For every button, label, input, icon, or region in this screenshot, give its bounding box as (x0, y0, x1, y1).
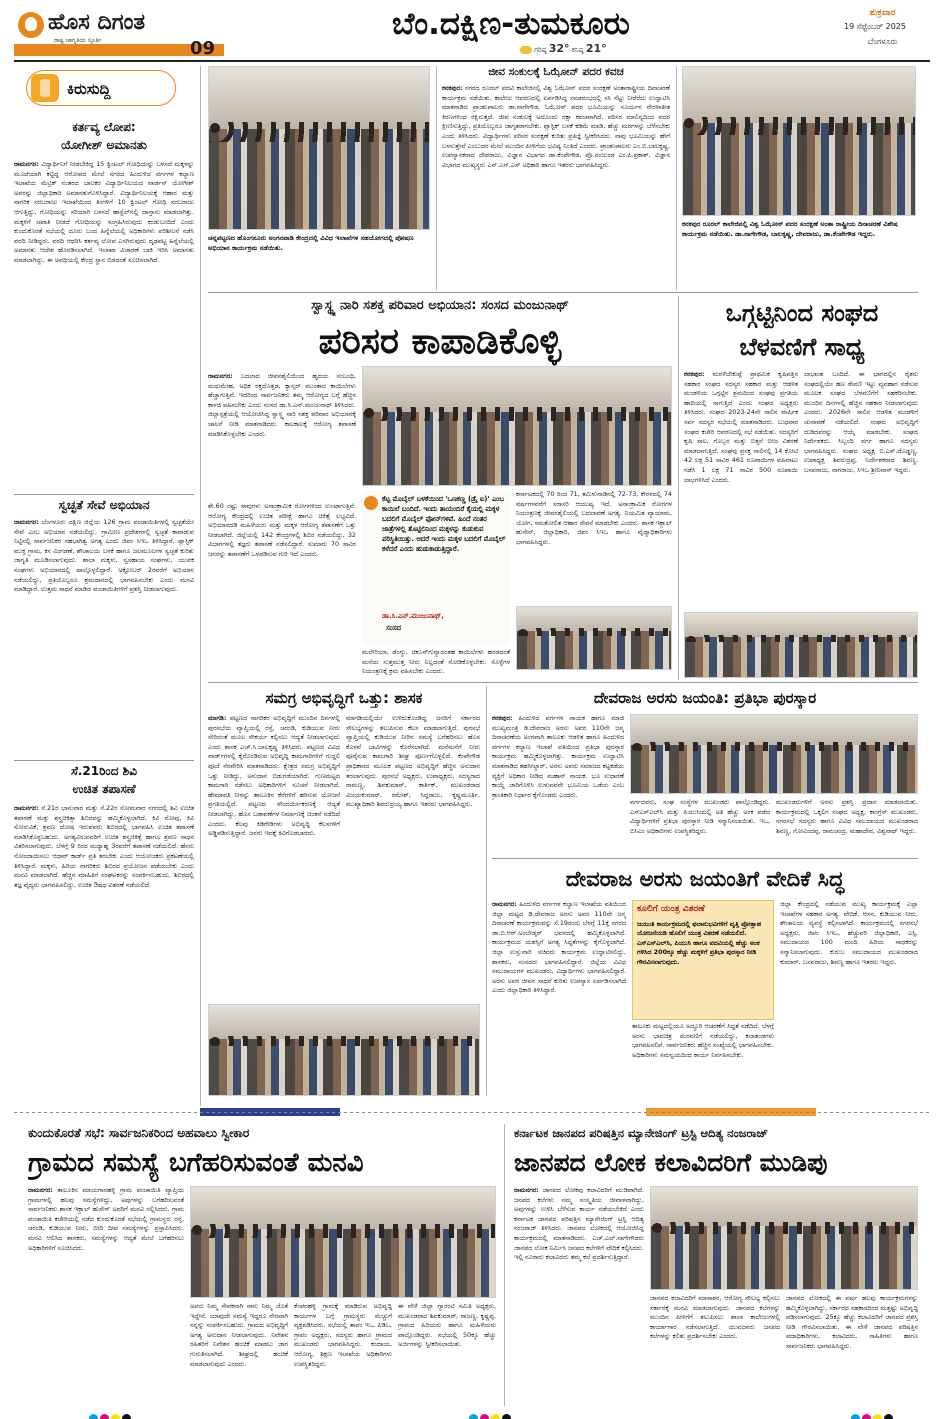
samagra-body1: ಪಟ್ಟಣದ ನಾಗರಿಕರ ಅಭಿವೃದ್ಧಿಗೆ ಮುಂದಿನ ದಿನಗಳಲ್ಲಿ ಪುರಸಭೆಯ ವ್ಯಾಪ್ತಿಯಲ್ಲಿ ರಸ್ತೆ, ಚರಂಡಿ, ಕುಡಿಯುವ ನೀರು ಸೇರಿದಂತೆ ಮೂಲ ಸೌಕರ್ಯ ಕಲ್ಪಿಸಲು ಆದ್ಯತೆ ನೀಡಲಾಗುವುದು ಎಂದು ಶಾಸಕ ಎಚ್.ಸಿ.ಬಾಲಕೃಷ್ಣ ತಿಳಿಸಿದರು. ಪಟ್ಟಣದ ವಿವಿಧ ವಾರ್ಡ್‌ಗಳಲ್ಲಿ ಕೈಗೊಂಡಿರುವ ಅಭಿವೃದ್ಧಿ ಕಾಮಗಾರಿಗಳಿಗೆ ಗುದ್ದಲಿ ಪೂಜೆ ನೆರವೇರಿಸಿ ಮಾತನಾಡಿದರು. ಕ್ಷೇತ್ರದ ಸಮಗ್ರ ಅಭಿವೃದ್ಧಿಗೆ ಒತ್ತು ನೀಡಿದ್ದು, ಅನುದಾನ ಬಿಡುಗಡೆಯಾಗಿದೆ. ಗುಣಮಟ್ಟದ ಕಾಮಗಾರಿ ನಡೆಸಲು ಅಧಿಕಾರಿಗಳಿಗೆ ಸೂಚನೆ ನೀಡಲಾಗಿದೆ. ಹೇಮಾವತಿ ನೀರನ್ನು ತಾಲೂಕಿನ ಕೆರೆಗಳಿಗೆ ಹರಿಸುವ ಯೋಜನೆ ಪ್ರಗತಿಯಲ್ಲಿದೆ. ಪಟ್ಟಣದ ಸೌಂದರ್ಯೀಕರಣಕ್ಕೆ ಆದ್ಯತೆ ನೀಡಲಾಗಿದ್ದು, ಹೊಸ ಬಡಾವಣೆಗಳ ನಿರ್ಮಾಣಕ್ಕೆ ಚಿಂತನೆ ನಡೆದಿದೆ ಎಂದರು. ಕೆಲವು ಕಿಡಿಗೇಡಿಗಳು ಅಭಿವೃದ್ಧಿ ಕೆಲಸಗಳಿಗೆ ಅಡ್ಡಿಪಡಿಸುತ್ತಿದ್ದಾರೆ. ಜನರು ಇದಕ್ಕೆ ಕಿವಿಗೊಡಬಾರದು. (208, 714, 340, 838)
stage-dateline: ರಾಮನಗರ: (492, 900, 517, 908)
lead-dateline: ರಾಮನಗರ: (208, 372, 233, 380)
stage-body-col1 (492, 900, 626, 1096)
samagra-dateline: ಮಾಗಡಿ: (208, 714, 227, 722)
stage-body1: ಹಿಂದುಳಿದ ವರ್ಗಗಳ ಕಲ್ಯಾಣ ಇಲಾಖೆಯ ವತಿಯಿಂದ ಜಿಲ್ಲಾ ಮಟ್ಟದ ಡಿ.ದೇವರಾಜ ಅರಸು ಅವರ 110ನೇ ಜನ್ಮ ದಿನಾಚರಣೆ ಕಾರ್ಯಕ್ರಮವನ್ನು ಸೆ.19ರಂದು ಬೆಳಗ್ಗೆ 11ಕ್ಕೆ ನಗರದ ಡಾ.ಬಿ.ಆರ್.ಅಂಬೇಡ್ಕರ್ ಭವನದಲ್ಲಿ ಹಮ್ಮಿಕೊಳ್ಳಲಾಗಿದೆ. ಕಾರ್ಯಕ್ರಮದ ಯಶಸ್ಸಿಗೆ ಅಗತ್ಯ ಸಿದ್ಧತೆಗಳನ್ನು ಕೈಗೊಳ್ಳಲಾಗಿದೆ. ಜಿಲ್ಲಾ ಉಸ್ತುವಾರಿ ಸಚಿವರು ಕಾರ್ಯಕ್ರಮ ಉದ್ಘಾಟಿಸಲಿದ್ದು, ಶಾಸಕರು, ಸಂಸದರು ಭಾಗವಹಿಸಲಿದ್ದಾರೆ. ಜಿಲ್ಲೆಯ ವಿವಿಧ ಸಮುದಾಯಗಳ ಮುಖಂಡರು, ವಿದ್ಯಾರ್ಥಿಗಳು ಭಾಗವಹಿಸಲಿದ್ದಾರೆ. ಅರಸು ಅವರ ಜೀವನ ಸಾಧನೆ ಕುರಿತು ಉಪನ್ಯಾಸ ಏರ್ಪಡಿಸಲಾಗಿದೆ ಎಂದು ಜಿಲ್ಲಾಧಿಕಾರಿ ತಿಳಿಸಿದ್ದಾರೆ. (492, 900, 626, 995)
story3-title-line2: ಉಚಿತ ತಪಾಸಣೆ (72, 782, 136, 796)
janapada-body1: ಜಾನಪದ ಲೋಕವು ಕಲಾವಿದರಿಗೆ ಮುಡಿಪಾಗಿದೆ. ಜನಪದ ಕಲೆಗಳು ನಮ್ಮ ಸಂಸ್ಕೃತಿಯ ಜೀವಾಳವಾಗಿದ್ದು, ಅವುಗಳನ್ನು ಉಳಿಸಿ ಬೆಳೆಸುವ ಕಾರ್ಯ ನಡೆಯಬೇಕಿದೆ ಎಂದು ಕರ್ನಾಟಕ ಜಾನಪದ ಪರಿಷತ್ತಿನ ಮ್ಯಾನೇಜಿಂಗ್ ಟ್ರಸ್ಟಿ ಆದಿತ್ಯ ನಂಜರಾಜ್ ತಿಳಿಸಿದರು. ಜಾನಪದ ಲೋಕದಲ್ಲಿ ಆಯೋಜಿಸಿದ್ದ ಕಾರ್ಯಕ್ರಮದಲ್ಲಿ ಮಾತನಾಡಿದರು. ಎಚ್.ಎಲ್.ನಾಗೇಗೌಡರು ಜಾನಪದ ಲೋಕ ನಿರ್ಮಿಸಿ ಜನಪದ ಕಲೆಗಳಿಗೆ ವೇದಿಕೆ ಕಲ್ಪಿಸಿದರು. ಇಲ್ಲಿ ನೂರಾರು ಕಲಾವಿದರು ತಮ್ಮ ಕಲೆ ಪ್ರದರ್ಶಿಸುತ್ತಿದ್ದಾರೆ. (514, 1186, 644, 1262)
sangha-body1: ಮರಳೆಬೇಕುಪ್ಪೆ ಪ್ರಾಥಮಿಕ ಕೃಷಿಪತ್ತಿನ ಸಹಕಾರ ಸಂಘದ ಸದಸ್ಯರ ಸಹಕಾರ ಮತ್ತು ಆಡಳಿತ ಮಂಡಳಿಯ ಒಗ್ಗಟ್ಟಿನ ಶ್ರಮದಿಂದ ಸಂಘವು ಪ್ರಗತಿಯ ಹಾದಿಯಲ್ಲಿ ಸಾಗುತ್ತಿದೆ ಎಂದು ಸಂಘದ ಅಧ್ಯಕ್ಷರು ತಿಳಿಸಿದರು. ಸಂಘದ 2023-24ನೇ ಸಾಲಿನ ವಾರ್ಷಿಕ ಸರ್ವ ಸದಸ್ಯರ ಸಭೆಯಲ್ಲಿ ಮಾತನಾಡಿದರು. ಬುಧವಾರ ಸಂಘದ ಕಚೇರಿ ಆವರಣದಲ್ಲಿ ಸಭೆ ನಡೆಯಿತು. ಸದಸ್ಯರಿಗೆ ಕೃಷಿ ಸಾಲ, ಗೊಬ್ಬರ ಮತ್ತು ಬಿತ್ತನೆ ಬೀಜ ವಿತರಣೆ ಮಾಡಲಾಗುತ್ತಿದೆ. ಸಂಘವು ಪ್ರಸಕ್ತ ಸಾಲಿನಲ್ಲಿ 14 ಕೋಟಿ 42 ಲಕ್ಷ 51 ಸಾವಿರ 461 ರೂಪಾಯಿಗಳ ವಹಿವಾಟು ನಡೆಸಿ 1 ಲಕ್ಷ 71 ಸಾವಿರ 500 ರೂಪಾಯಿ ಲಾಭಗಳಿಸಿದೆ ಎಂದರು. (684, 370, 798, 484)
janapada-headline: ಜಾನಪದ ಲೋಕ ಕಲಾವಿದರಿಗೆ ಮುಡಿಪು (514, 1148, 828, 1177)
hand-icon (31, 74, 59, 102)
stage-box-title: ಕೂಲಿಗೆ ಯಂತ್ರ ವಿತರಣೆ (637, 904, 705, 914)
kundu-body-col4 (398, 1302, 496, 1404)
top-divider-2 (676, 66, 677, 290)
lead-divider (678, 296, 679, 680)
weather-strip (520, 42, 660, 56)
top-row-rule (208, 292, 918, 293)
lead-body-col4 (516, 490, 672, 604)
award-body-col1 (492, 714, 624, 856)
kundu-kicker: ಕುಂದುಕೊರತೆ ಸಭೆ: ಸಾರ್ವಜನಿಕರಿಂದ ಅಹವಾಲು ಸ್ವೀಕಾರ (28, 1126, 250, 1140)
lead-body1: ಬದಲಾದ ಜೀವನಶೈಲಿಯಿಂದ ಹೃದಯ ಸಂಬಂಧಿ, ಮಧುಮೇಹ, ಅಧಿಕ ರಕ್ತದೊತ್ತಡ, ಕ್ಯಾನ್ಸರ್ ಮುಂತಾದ ಕಾಯಿಲೆಗಳು ಹೆಚ್ಚಾಗುತ್ತಿವೆ. ಇದರಿಂದ ಸಾರ್ವಜನಿಕರು ತಮ್ಮ ಆರೋಗ್ಯದ ಬಗ್ಗೆ ಹೆಚ್ಚಿನ ಕಾಳಜಿ ವಹಿಸಬೇಕು ಎಂದು ಸಂಸದ ಡಾ.ಸಿ.ಎನ್.ಮಂಜುನಾಥ್ ತಿಳಿಸಿದರು. ಜಿಲ್ಲಾಸ್ಪತ್ರೆಯಲ್ಲಿ ಆಯೋಜಿಸಿದ್ದ ಸ್ವಾಸ್ಥ್ಯ ನಾರಿ ಸಶಕ್ತ ಪರಿವಾರ ಅಭಿಯಾನಕ್ಕೆ ಚಾಲನೆ ನೀಡಿ ಮಾತನಾಡಿದರು. ಕಾಲಕಾಲಕ್ಕೆ ಆರೋಗ್ಯ ತಪಾಸಣೆ ಮಾಡಿಸಿಕೊಳ್ಳಬೇಕು ಎಂದರು. (208, 372, 356, 438)
issue-date: 19 ಸೆಪ್ಟೆಂಬರ್ 2025 (843, 22, 906, 31)
ozone-caption: ಕನಕಪುರ ರೂರಲ್ ಕಾಲೇಜಿನಲ್ಲಿ ವಿಶ್ವ ಓಝೋನ್ ಪದರ ಸಂರಕ್ಷಣೆ ಅಂತಾ ರಾಷ್ಟ್ರೀಯ ದಿನಾಚರಣೆ ವಿಶೇಷ ಕಾರ್ಯಕ್ರಮ ನಡೆಯಿತು. ಡಾ.ನಾಗೇಗೌಡ, ಬಾಲಕೃಷ್ಣ, ದೇವರಾಜು, ಡಾ.ಕೆಂಪೇಗೌಡ ಇದ್ದರು. (682, 220, 898, 238)
sangha-headline-2: ಬೆಳವಣಿಗೆ ಸಾಧ್ಯ (739, 333, 865, 361)
sangha-photo (684, 612, 918, 678)
samagra-photo (208, 1004, 480, 1096)
story3-dateline: ರಾಮನಗರ: (14, 804, 39, 812)
story1-text: ವಿದ್ಯಾರ್ಥಿನಿಗೆ ನೀಡಬೇಕಿದ್ದ 15 ಕ್ವಿಂಟಲ್ ಗೋಧಿಯನ್ನು ಬಳಸದೆ ಮಕ್ಕಳನ್ನು ಮೂಟೆಯಾಗಿ ಕಟ್ಟಿದ್ದ ಆರೋಪದ ಮೇಲೆ ನಗರದ ಹಿಂದುಳಿದ ವರ್ಗಗಳ ಕಲ್ಯಾಣ ಇಲಾಖೆಯ ಮೆಟ್ರಿಕ್ ನಂತರದ ಬಾಲಕರ ವಿದ್ಯಾರ್ಥಿನಿಲಯದ ವಾರ್ಡನ್ ಯೋಗೀಶ್ ಅವರನ್ನು ಜಿಲ್ಲಾಧಿಕಾರಿ ಅಮಾನತುಗೊಳಿಸಿದ್ದಾರೆ. ವಿದ್ಯಾರ್ಥಿನಿಲಯಕ್ಕೆ ಆಹಾರ ಮತ್ತು ನಾಗರಿಕ ಸರಬರಾಜು ಇಲಾಖೆಯಿಂದ ತಿಂಗಳಿಗೆ 10 ಕ್ವಿಂಟಲ್ ಗೋಧಿ ಸರಬರಾಜು ಆಗುತ್ತಿದ್ದು, ಗೋಧಿಯನ್ನು ಸರಿಯಾಗಿ ಬಳಸದೆ ಹಾಸ್ಟೆಲ್‌ನಲ್ಲಿ ದಾಸ್ತಾನು ಮಾಡಲಾಗಿತ್ತು. ಮಕ್ಕಳಿಗೆ ಚಪಾತಿ ನೀಡದೆ ಗೋಧಿಯನ್ನು ಸಂಗ್ರಹಿಸಿರುವುದು ಕಂಡುಬಂದಿದೆ ಎಂದು ಕುಂದುಕೊರತೆ ಸಭೆಯಲ್ಲಿ ದೂರು ಬಂದ ಹಿನ್ನೆಲೆಯಲ್ಲಿ ಅಧಿಕಾರಿಗಳು ಪರಿಶೀಲನೆ ನಡೆಸಿ ವರದಿ ನೀಡಿದ್ದರು. ವರದಿ ಆಧರಿಸಿ ಕರ್ತವ್ಯ ಲೋಪ ಎಸಗಿರುವುದು ದೃಢಪಟ್ಟ ಹಿನ್ನೆಲೆಯಲ್ಲಿ ಅಮಾನತು ಆದೇಶ ಹೊರಡಿಸಲಾಗಿದೆ. ಇಲಾಖಾ ವಿಚಾರಣೆ ಬಾಕಿ ಇರಿಸಿ ಅಮಾನತು ಮಾಡಲಾಗಿದ್ದು, ಈ ಅವಧಿಯಲ್ಲಿ ಕೇಂದ್ರ ಸ್ಥಾನ ಬಿಡದಂತೆ ಸೂಚಿಸಲಾಗಿದೆ. (14, 160, 194, 264)
story3-title-line1: ಸೆ.21ರಿಂದ ಶಿವಿ (70, 764, 137, 778)
stage-body-col3 (780, 900, 918, 1096)
ozone-dateline: ಕನಕಪುರ: (442, 84, 463, 92)
bottom-dotted-rule (14, 1112, 930, 1113)
issue-city: ಬೆಂಗಳೂರು (867, 37, 898, 46)
janapada-dateline: ರಾಮನಗರ: (514, 1186, 539, 1194)
registration-marks-right (850, 1408, 910, 1419)
janapada-kicker: ಕರ್ನಾಟಕ ಜಾನಪದ ಪರಿಷತ್ತಿನ ಮ್ಯಾನೇಜಿಂಗ್ ಟ್ರಸ್ಟಿ ಆದಿತ್ಯ ನಂಜರಾಜ್ (514, 1126, 768, 1140)
award-headline: ದೇವರಾಜ ಅರಸು ಜಯಂತಿ: ಪ್ರತಿಭಾ ಪುರಸ್ಕಾರ (593, 689, 817, 707)
registration-marks-center (468, 1408, 528, 1419)
award-rule (492, 858, 918, 859)
stage-body-col2 (632, 1022, 774, 1096)
anganwadi-photo (208, 66, 430, 230)
story3-text: ಸೆ.21ರ ಭಾನುವಾರ ಮತ್ತು ಸೆ.22ರ ಸೋಮವಾರ ನಗರದಲ್ಲಿ ಶಿವಿ ಉಚಿತ ತಪಾಸಣೆ ಮತ್ತು ಶಸ್ತ್ರಚಿಕಿತ್ಸಾ ಶಿಬಿರವನ್ನು ಹಮ್ಮಿಕೊಳ್ಳಲಾಗಿದೆ. ಕಿವಿ ನೋವು, ಕಿವಿ ಸೋರುವಿಕೆ, ಶ್ರವಣ ದೋಷ ಇರುವವರು ಶಿಬಿರದಲ್ಲಿ ಭಾಗವಹಿಸಿ ಉಚಿತ ತಪಾಸಣೆ ಮಾಡಿಸಿಕೊಳ್ಳಬಹುದು. ಅಗತ್ಯವಿರುವವರಿಗೆ ಉಚಿತ ಶಸ್ತ್ರಚಿಕಿತ್ಸೆ ಹಾಗೂ ಶ್ರವಣ ಸಾಧನ ವಿತರಿಸಲಾಗುವುದು. ಬೆಳಗ್ಗೆ 9 ರಿಂದ ಮಧ್ಯಾಹ್ನ 3ರವರೆಗೆ ತಪಾಸಣೆ ನಡೆಯಲಿದೆ. ಹೆಸರು ನೋಂದಾಯಿಸಲು ಆಧಾರ್ ಕಾರ್ಡ್ ಪ್ರತಿ ತರಬೇಕು ಎಂದು ಆಯೋಜಕರು ಪ್ರಕಟಣೆಯಲ್ಲಿ ತಿಳಿಸಿದ್ದಾರೆ. ಮಕ್ಕಳು, ಹಿರಿಯ ನಾಗರಿಕರು ಶಿಬಿರದ ಪ್ರಯೋಜನ ಪಡೆಯಬೇಕು ಎಂದು ಮನವಿ ಮಾಡಲಾಗಿದೆ. ಹೆಚ್ಚಿನ ಮಾಹಿತಿಗೆ ಸಂಘಟಕರನ್ನು ಸಂಪರ್ಕಿಸಬಹುದು. ಶಿಬಿರದಲ್ಲಿ ತಜ್ಞ ವೈದ್ಯರು ಭಾಗವಹಿಸಲಿದ್ದು, ಉಚಿತ ಔಷಧ ವಿತರಣೆ ನಡೆಯಲಿದೆ. (14, 804, 194, 889)
stage-highlight-box (632, 900, 774, 1020)
janapada-photo (650, 1186, 918, 1290)
kundu-body-col3 (294, 1302, 392, 1404)
stage-body2: ತಾಲೂಕು ಮಟ್ಟದಲ್ಲಿಯೂ ಅದ್ಧೂರಿ ಆಚರಣೆಗೆ ಸಿದ್ಧತೆ ನಡೆದಿದೆ. ಬೆಳಗ್ಗೆ ಅರಸು ಭಾವಚಿತ್ರ ಮೆರವಣಿಗೆ ನಡೆಯಲಿದ್ದು, ಕಲಾತಂಡಗಳು ಭಾಗವಹಿಸಲಿವೆ. ಸಾರ್ವಜನಿಕರು ಹೆಚ್ಚಿನ ಸಂಖ್ಯೆಯಲ್ಲಿ ಭಾಗವಹಿಸಬೇಕು. ಅಧಿಕಾರಿಗಳು ಸಮನ್ವಯದಿಂದ ಕಾರ್ಯ ನಿರ್ವಹಿಸಬೇಕು. (632, 1022, 774, 1059)
kirusuddi-label: ಕಿರುಸುದ್ದಿ (67, 80, 111, 98)
samagra-headline: ಸಮಗ್ರ ಅಭಿವೃದ್ಧಿಗೆ ಒತ್ತು: ಶಾಸಕ (265, 689, 423, 707)
lead-photo-2 (516, 606, 672, 670)
story2-dateline: ರಾಮನಗರ: (14, 518, 39, 526)
award-body2: ವರ್ಗದವರು, ಸಂಘ ಸಂಸ್ಥೆಗಳ ಮುಖಂಡರು ಪಾಲ್ಗೊಂಡಿದ್ದರು. ಎಸ್‌ಎಸ್‌ಎಲ್‌ಸಿ ಮತ್ತು ಪಿಯುಸಿಯಲ್ಲಿ ಅತಿ ಹೆಚ್ಚು ಅಂಕ ಪಡೆದ ವಿದ್ಯಾರ್ಥಿಗಳಿಗೆ ಪ್ರತಿಭಾ ಪುರಸ್ಕಾರ ನೀಡಿ ಸನ್ಮಾನಿಸಲಾಯಿತು. ಇಒ, ಬಿಸಿಎಂ ಅಧಿಕಾರಿಗಳು ಉಪಸ್ಥಿತರಿದ್ದರು. (630, 798, 770, 835)
lead-body-col2 (208, 502, 356, 662)
lead-photo (362, 366, 672, 486)
stage-body3: ಜಿಲ್ಲಾ ಕೇಂದ್ರದಲ್ಲಿ ನಡೆಯುವ ಮುಖ್ಯ ಕಾರ್ಯಕ್ರಮಕ್ಕೆ ಎಲ್ಲಾ ಇಲಾಖೆಗಳ ಸಹಕಾರ ಅಗತ್ಯ. ವೇದಿಕೆ, ಆಸನ, ಕುಡಿಯುವ ನೀರು, ಶೌಚಾಲಯ ವ್ಯವಸ್ಥೆ ಕಲ್ಪಿಸಲಾಗಿದೆ. ಕಾರ್ಯಕ್ರಮದಲ್ಲಿ ನಗರಸಭೆ ಅಧ್ಯಕ್ಷರು, ಜಿಪಂ ಸಿಇಒ, ಹೆಚ್ಚುವರಿ ಜಿಲ್ಲಾಧಿಕಾರಿ, ಎಸ್ಪಿ, ಸಮುದಾಯದ 100 ಮಂದಿ ಹಿರಿಯ ಸಾಧಕರನ್ನು ಸನ್ಮಾನಿಸಲಾಗುವುದು. ಕುರುಬ ಸಮುದಾಯದ ಮುಖಂಡರಾದ ಕುಮಾರ್, ಬಸವರಾಜು, ಶಿವಣ್ಣ ಹಾಗೂ ಇತರರು ಇದ್ದರು. (780, 900, 918, 966)
quote-author: ಡಾ.ಸಿ.ಎನ್.ಮಂಜುನಾಥ್, (382, 612, 444, 620)
samagra-body-col1 (208, 714, 340, 1002)
kundu-body-col2 (190, 1302, 288, 1404)
story1-title-line2: ಯೋಗೀಶ್ ಅಮಾನತು (61, 138, 147, 152)
sangha-headline-1: ಒಗ್ಗಟ್ಟಿನಿಂದ ಸಂಘದ (725, 299, 879, 327)
story2-body (14, 518, 194, 758)
lead-kicker: ಸ್ವಾಸ್ಥ್ಯ ನಾರಿ ಸಶಕ್ತ ಪರಿವಾರ ಅಭಿಯಾನ: ಸಂಸದ ಮಂಜುನಾಥ್ (311, 298, 569, 313)
stage-headline: ದೇವರಾಜ ಅರಸು ಜಯಂತಿಗೆ ವೇದಿಕೆ ಸಿದ್ಧ (565, 867, 845, 891)
sangha-dateline: ಕನಕಪುರ: (684, 370, 705, 378)
ozone-text: ನಗರದ ರೂರಲ್ ಪದವಿ ಕಾಲೇಜಿನಲ್ಲಿ ವಿಶ್ವ ಓಝೋನ್ ಪದರ ಸಂರಕ್ಷಣೆ ಅಂತಾರಾಷ್ಟ್ರೀಯ ದಿನಾಚರಣೆ ಕಾರ್ಯಕ್ರಮ ನಡೆಯಿತು. ಕಾಲೇಜು ಆವರಣದಲ್ಲಿ ಏರ್ಪಡಿಸಿದ್ದ ಸಮಾರಂಭದಲ್ಲಿ ಸಸಿ ನೆಟ್ಟು ನೀರೆರೆದು ಉದ್ಘಾಟಿಸಿ ಮಾತನಾಡಿದ ಪ್ರಾಂಶುಪಾಲರು ಡಾ.ನಾಗೇಗೌಡ, ಓಝೋನ್ ಪದರ ಭೂಮಿಯನ್ನು ಸೂರ್ಯನ ನೇರಳಾತೀತ ಕಿರಣಗಳಿಂದ ರಕ್ಷಿಸುತ್ತದೆ. ಜೀವ ಸಂಕುಲಕ್ಕೆ ಅದೊಂದು ರಕ್ಷಾ ಕವಚವಾಗಿದೆ. ಪರಿಸರ ಮಾಲಿನ್ಯದಿಂದ ಪದರ ಕ್ಷೀಣಿಸುತ್ತಿದ್ದು, ಪ್ರತಿಯೊಬ್ಬರೂ ಜಾಗೃತರಾಗಬೇಕು. ಪ್ಲಾಸ್ಟಿಕ್ ಬಳಕೆ ಕಡಿಮೆ ಮಾಡಿ, ಹೆಚ್ಚು ಮರಗಳನ್ನು ಬೆಳೆಸಬೇಕು ಎಂದು ತಿಳಿಸಿದರು. ವಿದ್ಯಾರ್ಥಿಗಳು ಪರಿಸರ ಸಂರಕ್ಷಣೆ ಕುರಿತು ಪ್ರತಿಜ್ಞೆ ಸ್ವೀಕರಿಸಿದರು. ನಾವು ಭೂಮಿಯನ್ನು ಹೇಗೆ ಬಳಸುತ್ತೇವೆ ಎಂಬುದರ ಮೇಲೆ ಮುಂದಿನ ಪೀಳಿಗೆಯ ಭವಿಷ್ಯ ನಿಂತಿದೆ ಎಂದರು. ಪ್ರಾಂಶುಪಾಲರು ಎಂ.ಬಿ.ಬಾಲಕೃಷ್ಣ, ಉಪನ್ಯಾಸಕರಾದ ದೇವರಾಜು, ವಿಜ್ಞಾನ ವಿಭಾಗದ ಡಾ.ಕೆಂಪೇಗೌಡ, ಪ್ರೊ.ನಂಜುಂಡ ಎಂ.ಪಿ.ಪ್ರಕಾಶ್, ವಿಜ್ಞಾನ ವಿಭಾಗದ ಮುಖ್ಯಸ್ಥರು ಎನ್.ಎಸ್.ಎಸ್ ಅಧಿಕಾರಿ ಹಾಗೂ ಇತರರು ಭಾಗವಹಿಸಿದ್ದರು. (442, 84, 670, 169)
award-body-col3 (776, 798, 918, 856)
kundu-dateline: ರಾಮನಗರ: (28, 1186, 53, 1194)
kundu-body4: ಈ ವೇಳೆ ಜಿಲ್ಲಾ ಗ್ಯಾರಂಟಿ ಸಮಿತಿ ಅಧ್ಯಕ್ಷರು, ಮುಖಂಡರಾದ ಶಿವಕುಮಾರ್, ರಾಜಣ್ಣ, ಕೃಷ್ಣಪ್ಪ, ಗ್ರಾಮದ ಹಿರಿಯರು ಹಾಗೂ ಮಹಿಳೆಯರು ಪಾಲ್ಗೊಂಡಿದ್ದರು. ಸಭೆಯಲ್ಲಿ 50ಕ್ಕೂ ಹೆಚ್ಚು ಅರ್ಜಿಗಳನ್ನು ಸ್ವೀಕರಿಸಲಾಯಿತು. (398, 1302, 496, 1349)
lead-body5: ಮಲೇರಿಯಾ, ಡೆಂಗ್ಯು, ಚಿಕೂನ್‌ಗುನ್ಯಾದಂತಹ ಕಾಯಿಲೆಗಳು ಹರಡದಂತೆ ಮನೆಯ ಸುತ್ತಮುತ್ತ ನೀರು ನಿಲ್ಲದಂತೆ ನೋಡಿಕೊಳ್ಳಬೇಕು. ಸೊಳ್ಳೆಗಳ ನಿಯಂತ್ರಣಕ್ಕೆ ಕ್ರಮ ವಹಿಸಬೇಕು ಎಂದರು. (362, 648, 510, 676)
stage-box-text: ಜಯಂತಿ ಕಾರ್ಯಕ್ರಮದಲ್ಲಿ ಫಲಾನುಭವಿಗಳಿಗೆ ವೃತ್ತಿ ಪ್ರೋತ್ಸಾಹ ಯೋಜನೆಯಡಿ ಹೊಲಿಗೆ ಯಂತ್ರ ವಿತರಣೆ ನಡೆಯಲಿದೆ. ಎಸ್‌ಎಸ್‌ಎಲ್‌ಸಿ, ಪಿಯುಸಿ ಹಾಗೂ ಪದವಿಯಲ್ಲಿ ಹೆಚ್ಚು ಅಂಕ ಗಳಿಸಿದ 200ಕ್ಕೂ ಹೆಚ್ಚು ಮಕ್ಕಳಿಗೆ ಪ್ರತಿಭಾ ಪುರಸ್ಕಾರ ನೀಡಿ ಗೌರವಿಸಲಾಗುವುದು. (637, 920, 762, 966)
sangha-body2: ಲಾಭಾಂಶ ಬಂದಿದೆ. ಈ ಭಾಗದಲ್ಲಿನ ರೈತರು ಸಂಘದಲ್ಲಿಯೇ ಹಣ ಠೇವಣಿ ಇಟ್ಟು ವ್ಯವಹಾರ ನಡೆಸುವ ಮೂಲಕ ಸಂಘದ ಬೆಳವಣಿಗೆಗೆ ಸಹಕರಿಸಬೇಕು. ಮುಂದಿನ ದಿನಗಳಲ್ಲಿ ಹೆಚ್ಚಿನ ಸಹಕಾರ ನೀಡಲಾಗುವುದು ಎಂದರು. 2026ನೇ ಸಾಲಿನ ಆಡಳಿತ ಮಂಡಳಿಗೆ ಚುನಾವಣೆ ನಡೆಯಲಿದೆ. ಸಂಘದ ಅಭಿವೃದ್ಧಿಗೆ ದುಡಿದವರನ್ನು ಆಯ್ಕೆ ಮಾಡಬೇಕು. ಸಂಘದ ನಿರ್ದೇಶಕರು, ಸಿಬ್ಬಂದಿ ವರ್ಗ ಹಾಗೂ ಸದಸ್ಯರು ಭಾಗವಹಿಸಿದ್ದರು. ಸಂಘದ ಅಧ್ಯಕ್ಷ ಬಿ.ಎಸ್.ದೊಡ್ಡಣ್ಣ, ಉಪಾಧ್ಯಕ್ಷ ಶಿವರುದ್ರಪ್ಪ, ನಿರ್ದೇಶಕರಾದ ಶಿವಣ್ಣ, ಬಸವರಾಜು, ನಾಗರಾಜು, ಸಿಇಒ ಶ್ರೀನಿವಾಸ್ ಇದ್ದರು. (804, 370, 918, 474)
ozone-title: ಜೀವ ಸಂಕುಲಕ್ಕೆ ಓಝೋನ್ ಪದರ ಕವಚ (488, 66, 624, 78)
samagra-body2: ಮಾಗಡಿಯಲ್ಲಿಯೇ ಉಳಿದುಕೊಂಡಿದ್ದ ಜನರಿಗೆ ಸರ್ಕಾರದ ಸೌಲಭ್ಯಗಳನ್ನು ತಲುಪಿಸುವ ಕೆಲಸ ಮಾಡಲಾಗುತ್ತಿದೆ. ಪುರಸಭೆ ವ್ಯಾಪ್ತಿಯಲ್ಲಿ ಕುಡಿಯುವ ನೀರಿನ ಸಮಸ್ಯೆ ಬಗೆಹರಿಸಲು ಹೊಸ ಕೊಳವೆ ಬಾವಿಗಳನ್ನು ಕೊರೆಸಲಾಗಿದೆ. ಮನೆಮನೆಗೆ ನೀರು ಪೂರೈಸುವ ಕಾಮಗಾರಿ ಶೀಘ್ರ ಪೂರ್ಣಗೊಳ್ಳಲಿದೆ. ಕೆಂಪೇಗೌಡ ಪ್ರಾಧಿಕಾರದ ಮೂಲಕ ಪಟ್ಟಣದ ಅಭಿವೃದ್ಧಿಗೆ ಹೆಚ್ಚಿನ ಅನುದಾನ ತರಲಾಗುವುದು. ಪುರಸಭೆ ಅಧ್ಯಕ್ಷರು, ಉಪಾಧ್ಯಕ್ಷರು, ಸದಸ್ಯರಾದ ರಾಮಣ್ಣ, ಶಿವಕುಮಾರ್, ಕಾರ್ತಿಕ್, ಮುಖಂಡರಾದ ವಿಜಯಕುಮಾರ್, ರಮೇಶ್, ಸಿದ್ದರಾಜು, ಕೃಷ್ಣಮೂರ್ತಿ, ಮುಖ್ಯಾಧಿಕಾರಿ ಶಿವರುದ್ರಯ್ಯ ಹಾಗೂ ಇತರರು ಭಾಗವಹಿಸಿದ್ದರು. (346, 714, 480, 809)
registration-marks-left (88, 1408, 148, 1419)
story1-dateline: ರಾಮನಗರ: (14, 160, 39, 168)
janapada-body2: ಜಾನಪದ ಕಲಾವಿದರಿಗೆ ಮಾಸಾಶನ, ಆರೋಗ್ಯ ಸೌಲಭ್ಯ ಕಲ್ಪಿಸಲು ಸರ್ಕಾರಕ್ಕೆ ಮನವಿ ಮಾಡಲಾಗುವುದು. ಜಾನಪದ ಕಲೆಗಳನ್ನು ಮುಂದಿನ ಪೀಳಿಗೆಗೆ ತಲುಪಿಸಲು ಶಾಲಾ ಕಾಲೇಜುಗಳಲ್ಲಿ ಕಾರ್ಯಾಗಾರ ನಡೆಸಲಾಗುತ್ತಿದೆ. ಯುವಜನರು ಜನಪದ ಕಲೆಗಳನ್ನು ಕಲಿತು ಪ್ರದರ್ಶಿಸಬೇಕು ಎಂದರು. (650, 1294, 780, 1341)
quote-box (362, 490, 510, 646)
brand-name: ಹೊಸ ದಿಗಂತ (48, 10, 146, 35)
masthead-rule (14, 60, 930, 62)
janapada-body-col1 (514, 1186, 644, 1404)
janapada-body-col3 (786, 1294, 918, 1404)
weather-max: 32° (548, 42, 570, 55)
kundu-body-col1 (28, 1186, 184, 1404)
brand-logo-icon (18, 12, 44, 38)
kundu-body2: ಅವರು ನಿಮ್ಮ ಸೇವಕನಾಗಿ ನಾನು ನಿಮ್ಮ ಜೊತೆ ಇದ್ದೇನೆ. ಯಾವುದೇ ಸಮಸ್ಯೆ ಇದ್ದರೂ ನೇರವಾಗಿ ನನ್ನನ್ನು ಸಂಪರ್ಕಿಸಬಹುದು. ಗ್ರಾಮದ ಅಭಿವೃದ್ಧಿಗೆ ಅಗತ್ಯ ಅನುದಾನ ನೀಡಲಾಗುವುದು. ನಿವೇಶನ ರಹಿತರಿಗೆ ನಿವೇಶನ ಹಂಚಿಕೆ ಮಾಡಲು ಜಾಗ ಗುರುತಿಸಲಾಗಿದೆ. ಶೀಘ್ರದಲ್ಲಿ ಹಂಚಿಕೆ ಮಾಡಲಾಗುವುದು ಎಂದರು. (190, 1302, 288, 1368)
brand-box (14, 6, 230, 56)
edition-title: ಬೆಂ.ದಕ್ಷಿಣ-ತುಮಕೂರು (392, 6, 630, 42)
ozone-body (442, 84, 670, 288)
quote-role: ಸಂಸದ (386, 624, 402, 632)
masthead (0, 0, 945, 60)
lead-body-under-photo (362, 648, 510, 678)
lead-body-col1 (208, 372, 356, 502)
janapada-body-col2 (650, 1294, 780, 1404)
weather-max-label: ಗರಿಷ್ಠ (534, 46, 547, 54)
top-divider-1 (436, 66, 437, 290)
janapada-body3: ಜಾನಪದ ಲೋಕದಲ್ಲಿ ಈ ವರ್ಷ ಹಲವು ಕಾರ್ಯಕ್ರಮಗಳನ್ನು ಹಮ್ಮಿಕೊಳ್ಳಲಾಗಿದ್ದು, ಸರ್ಕಾರದ ಸಹಕಾರದಿಂದ ಮತ್ತಷ್ಟು ಅಭಿವೃದ್ಧಿ ಪಡಿಸಲಾಗುವುದು. 25ಕ್ಕೂ ಹೆಚ್ಚು ಕಲಾವಿದರಿಗೆ ಜಾನಪದ ಪ್ರಶಸ್ತಿ ನೀಡಿ ಗೌರವಿಸಲಾಯಿತು. ಈ ವೇಳೆ ಜಾನಪದ ಪರಿಷತ್ತಿನ ಪದಾಧಿಕಾರಿಗಳು, ಕಲಾವಿದರು, ಸಾಹಿತಿಗಳು ಹಾಗೂ ಸಾರ್ವಜನಿಕರು ಭಾಗವಹಿಸಿದ್ದರು. (786, 1294, 918, 1350)
kirusuddi-divider (200, 66, 201, 1106)
weather-min-label: ಕನಿಷ್ಠ (571, 46, 584, 54)
story1-body (14, 160, 194, 490)
kirusuddi-column (14, 66, 194, 1106)
samagra-body-col2 (346, 714, 480, 1002)
weather-min: 21° (585, 42, 607, 55)
lead-headline: ಪರಿಸರ ಕಾಪಾಡಿಕೊಳ್ಳಿ (318, 321, 562, 362)
lead-body3: ಕರ್ನಾಟಕದಲ್ಲಿ 70 ರಿಂದ 71, ತಮಿಳುನಾಡಿನಲ್ಲಿ 72-73, ಕೇರಳದಲ್ಲಿ 74 ವರ್ಷಗಳವರೆಗೆ ಸರಾಸರಿ ಆಯುಷ್ಯ ಇದೆ. ಅಸಾಂಕ್ರಾಮಿಕ ರೋಗಗಳ ನಿಯಂತ್ರಣಕ್ಕೆ ಜೀವನಶೈಲಿಯಲ್ಲಿ ಬದಲಾವಣೆ ಅಗತ್ಯ. ನಿಯಮಿತ ವ್ಯಾಯಾಮ, ಯೋಗ, ಸಮತೋಲಿತ ಆಹಾರ ಸೇವನೆ ಮಾಡಬೇಕು ಎಂದರು. ಶಾಸಕ ಇಕ್ಬಾಲ್ ಹುಸೇನ್, ಜಿಲ್ಲಾಧಿಕಾರಿ, ಜಿಪಂ ಸಿಇಒ ಹಾಗೂ ವೈದ್ಯಾಧಿಕಾರಿಗಳು ಭಾಗವಹಿಸಿದ್ದರು. (516, 490, 672, 546)
bottom-divider (504, 1124, 505, 1406)
ozone-photo (682, 66, 916, 216)
award-body-col2 (630, 798, 770, 856)
kundu-headline: ಗ್ರಾಮದ ಸಮಸ್ಯೆ ಬಗೆಹರಿಸುವಂತೆ ಮನವಿ (28, 1148, 364, 1178)
kirusuddi-badge (26, 70, 176, 106)
story3-body (14, 804, 194, 1104)
kundu-body1: ತಾಲೂಕಿನ ಮಾಯಗಾನಹಳ್ಳಿ ಗ್ರಾಮ ಪಂಚಾಯಿತಿ ವ್ಯಾಪ್ತಿಯ ಗ್ರಾಮಗಳಲ್ಲಿ ಹಲವು ಸಮಸ್ಯೆಗಳಿದ್ದು, ಅವುಗಳನ್ನು ಬಗೆಹರಿಸುವಂತೆ ಸಾರ್ವಜನಿಕರು ಶಾಸಕ ಇಕ್ಬಾಲ್ ಹುಸೇನ್ ಅವರಿಗೆ ಮನವಿ ಸಲ್ಲಿಸಿದರು. ಗ್ರಾಮ ಪಂಚಾಯಿತಿ ಕಚೇರಿಯಲ್ಲಿ ನಡೆದ ಕುಂದುಕೊರತೆ ಸಭೆಯಲ್ಲಿ ಗ್ರಾಮಸ್ಥರು ರಸ್ತೆ, ಚರಂಡಿ, ಕುಡಿಯುವ ನೀರು, ಬೀದಿ ದೀಪ ಸಮಸ್ಯೆಗಳನ್ನು ಪ್ರಸ್ತಾಪಿಸಿದರು. ಮನವಿ ಆಲಿಸಿದ ಶಾಸಕರು, ಸಮಸ್ಯೆಗಳನ್ನು ಆದ್ಯತೆ ಮೇಲೆ ಬಗೆಹರಿಸಲು ಅಧಿಕಾರಿಗಳಿಗೆ ಸೂಚಿಸಿದರು. (28, 1186, 184, 1252)
story1-rule (14, 494, 194, 495)
quote-icon (364, 496, 378, 510)
sangha-body-col1 (684, 370, 798, 610)
brand-tagline: ರಾಷ್ಟ್ರ ಜಾಗೃತಿಯ ಸ್ಫೂರ್ತಿ (54, 37, 102, 44)
story1-title-line1: ಕರ್ತವ್ಯ ಲೋಪ: (72, 120, 136, 134)
issue-day: ಶುಕ್ರವಾರ (869, 8, 896, 18)
page-number: 09 (190, 38, 216, 56)
story2-title: ಸ್ವಚ್ಛತೆ ಸೇವೆ ಅಭಿಯಾನ (58, 498, 150, 512)
sangha-body-col2 (804, 370, 918, 610)
sun-cloud-icon (520, 46, 532, 54)
story2-rule (14, 760, 194, 761)
lead-body2: ಶೇ.60 ರಷ್ಟು ಸಾವುಗಳು ಅಸಾಂಕ್ರಾಮಿಕ ರೋಗಗಳಿಂದ ಉಂಟಾಗುತ್ತಿವೆ. ಆರೋಗ್ಯ ಕೇಂದ್ರದಲ್ಲಿ ಉಚಿತ ಪರೀಕ್ಷೆ ಹಾಗೂ ಚಿಕಿತ್ಸೆ ಲಭ್ಯವಿದೆ. ಅಭಿಯಾನದಡಿ ಮಹಿಳೆಯರು ಮತ್ತು ಮಕ್ಕಳ ಆರೋಗ್ಯ ತಪಾಸಣೆಗೆ ಒತ್ತು ನೀಡಲಾಗಿದೆ. ಜಿಲ್ಲೆಯಲ್ಲಿ 142 ಕೇಂದ್ರಗಳಲ್ಲಿ ಶಿಬಿರ ನಡೆಯಲಿದ್ದು, 32 ವಿಭಾಗಗಳಲ್ಲಿ ತಜ್ಞರು ತಪಾಸಣೆ ನಡೆಸಲಿದ್ದಾರೆ. ಸುಮಾರು 70 ಸಾವಿರ ಜನರನ್ನು ತಪಾಸಣೆಗೆ ಒಳಪಡಿಸುವ ಗುರಿ ಇದೆ ಎಂದರು. (208, 502, 356, 558)
award-photo (630, 714, 918, 794)
lead-body-col3 (208, 664, 356, 678)
mid-divider (486, 686, 487, 1096)
award-body1: ಹಿಂದುಳಿದ ವರ್ಗಗಳ ನಾಯಕ ಹಾಗೂ ಮಾಜಿ ಮುಖ್ಯಮಂತ್ರಿ ಡಿ.ದೇವರಾಜ ಅರಸು ಅವರ 110ನೇ ಜನ್ಮ ದಿನಾಚರಣೆಯ ಅಂಗವಾಗಿ ತಾಲೂಕು ಆಡಳಿತ ಹಾಗೂ ಹಿಂದುಳಿದ ವರ್ಗಗಳ ಕಲ್ಯಾಣ ಇಲಾಖೆ ವತಿಯಿಂದ ಪ್ರತಿಭಾ ಪುರಸ್ಕಾರ ಕಾರ್ಯಕ್ರಮ ಹಮ್ಮಿಕೊಳ್ಳಲಾಗಿತ್ತು. ಕಾರ್ಯಕ್ರಮ ಉದ್ಘಾಟಿಸಿ ಮಾತನಾಡಿದ ತಹಸೀಲ್ದಾರ್, ಅರಸು ಅವರು ಸಮಾಜದ ಕಟ್ಟಕಡೆಯ ವ್ಯಕ್ತಿಗೆ ಅಧಿಕಾರ ನೀಡಿದ ಮಹಾನ್ ನಾಯಕ. ಭೂ ಸುಧಾರಣೆ ಕಾಯ್ದೆ ಜಾರಿಗೊಳಿಸಿ ಉಳುವವನೇ ಭೂಮಿಯ ಒಡೆಯ ಎಂಬ ಕ್ರಾಂತಿಕಾರಿ ನಿರ್ಧಾರ ಕೈಗೊಂಡರು ಎಂದರು. (492, 714, 624, 799)
kundu-body3: ಕೆಂಪನಹಳ್ಳಿ ಗ್ರಾಮಕ್ಕೆ ಮಾಡಿರುವ ಅಭಿವೃದ್ಧಿ ಕಾರ್ಯಗಳ ಬಗ್ಗೆ ಗ್ರಾಮಸ್ಥರು ಮೆಚ್ಚುಗೆ ವ್ಯಕ್ತಪಡಿಸಿದರು. ಸಭೆಯಲ್ಲಿ ತಾಪಂ ಇಒ, ಪಿಡಿಒ, ಗ್ರಾಪಂ ಅಧ್ಯಕ್ಷರು, ಸದಸ್ಯರು ಹಾಗೂ ಗ್ರಾಮದ ಮುಖಂಡರು ಭಾಗವಹಿಸಿದ್ದರು. ಕಂದಾಯ, ಆರೋಗ್ಯ, ಶಿಕ್ಷಣ ಇಲಾಖೆಯ ಅಧಿಕಾರಿಗಳು ಉಪಸ್ಥಿತರಿದ್ದರು. (294, 1302, 392, 1368)
mid-rule (208, 682, 918, 683)
award-body3: ಮುಖಂಡರುಗಳಿಗೆ ಅರಸು ಪ್ರಶಸ್ತಿ ಪ್ರದಾನ ಮಾಡಲಾಯಿತು. ಕಾರ್ಯಕ್ರಮದಲ್ಲಿ ಒಕ್ಕಲಿಗ ಸಂಘದ ಅಧ್ಯಕ್ಷ, ಕಾಂಗ್ರೆಸ್ ಮುಖಂಡರು, ನಗರಸಭೆ ಸದಸ್ಯರು ಹಾಗೂ ವಿವಿಧ ಸಮುದಾಯದ ಮುಖಂಡರಾದ ಶಿವಣ್ಣ, ಗೋವಿಂದಪ್ಪ, ರಾಮಚಂದ್ರ, ಮಹಾದೇವ, ವಿಶ್ವನಾಥ್ ಇದ್ದರು. (776, 798, 918, 835)
story2-text: ಬೆಂಗಳೂರು ದಕ್ಷಿಣ ಜಿಲ್ಲೆಯ 126 ಗ್ರಾಮ ಪಂಚಾಯಿತಿಗಳಲ್ಲಿ ಸ್ವಚ್ಛತೆಯೇ ಸೇವೆ ಎಂಬ ಅಭಿಯಾನ ನಡೆಯಲಿದ್ದು, ಗ್ರಾಮೀಣ ಪ್ರದೇಶಗಳಲ್ಲಿ ಸ್ವಚ್ಛತೆ ಕಾಪಾಡುವ ನಿಟ್ಟಿನಲ್ಲಿ ಸಾರ್ವಜನಿಕರ ಸಹಭಾಗಿತ್ವ ಅಗತ್ಯ ಎಂದು ಜಿಪಂ ಸಿಇಒ ತಿಳಿಸಿದ್ದಾರೆ. ಪ್ಲಾಸ್ಟಿಕ್ ಮುಕ್ತ ಗ್ರಾಮ, ಕಸ ವಿಂಗಡಣೆ, ಶೌಚಾಲಯ ಬಳಕೆ ಹಾಗೂ ಜಲಮೂಲಗಳ ಸ್ವಚ್ಛತೆ ಕುರಿತು ಜಾಗೃತಿ ಮೂಡಿಸಲಾಗುವುದು. ಶಾಲಾ ಮಕ್ಕಳು, ಸ್ವಸಹಾಯ ಸಂಘಗಳು, ಯುವಕ ಸಂಘಗಳು ಅಭಿಯಾನದಲ್ಲಿ ಪಾಲ್ಗೊಳ್ಳಲಿದ್ದಾರೆ. ಅಕ್ಟೋಬರ್ 2ರವರೆಗೆ ಅಭಿಯಾನ ನಡೆಯಲಿದ್ದು, ಪ್ರತಿಯೊಬ್ಬರೂ ಶ್ರಮದಾನದಲ್ಲಿ ಭಾಗವಹಿಸಬೇಕು ಎಂದು ಮನವಿ ಮಾಡಿದ್ದಾರೆ. ಉತ್ತಮ ಸಾಧನೆ ಮಾಡಿದ ಪಂಚಾಯಿತಿಗಳಿಗೆ ಪ್ರಶಸ್ತಿ ನೀಡಲಾಗುವುದು. (14, 518, 194, 594)
kundu-photo (190, 1186, 496, 1298)
award-dateline: ಕನಕಪುರ: (492, 714, 513, 722)
anganwadi-caption: ಚನ್ನಪಟ್ಟಣದ ಹೊಂಗನೂರು ಅಂಗನವಾಡಿ ಕೇಂದ್ರದಲ್ಲಿ ವಿವಿಧ ಇಲಾಖೆಗಳ ಸಹಯೋಗದಲ್ಲಿ ಪೋಷಣ ಅಭಿಯಾನ ಕಾರ್ಯಕ್ರಮ ನಡೆಯಿತು. (208, 234, 414, 252)
quote-text: ಕೆಟ್ಟ ಮೊಬೈಲ್ ಬಳಕೆಯಿಂದ 'ಒಣಕಣ್ಣ (ಡ್ರೈ ಐ)' ಎಂಬ ಕಾಯಿಲೆ ಬಂದಿದೆ. ಇಂದು ತಾಯಂದಿರೆ ಕೈಯಲ್ಲಿ ಮಕ್ಕಳ ಬದಲಿಗೆ ಮೊಬೈಲ್ ಫೋನ್‌ಗಳಿವೆ. ಹಿಂದೆ ನಂತರ ಜಾತ್ರೆಗಳಲ್ಲಿ ತೊಟ್ಟಿಲಿನಿಂದ ಮಕ್ಕಳನ್ನು ಕುಡುಕುವ ಪರಿಸ್ಥಿತಿಯಿತ್ತು. ಆದರೆ ಇಂದು ಮಕ್ಕಳ ಬದಲಿಗೆ ಮೊಬೈಲ್ ಕಳೆದರೆ ಎಂದು ಹುಡುಕಾಡುತ್ತಿದ್ದಾರೆ. (382, 495, 506, 553)
